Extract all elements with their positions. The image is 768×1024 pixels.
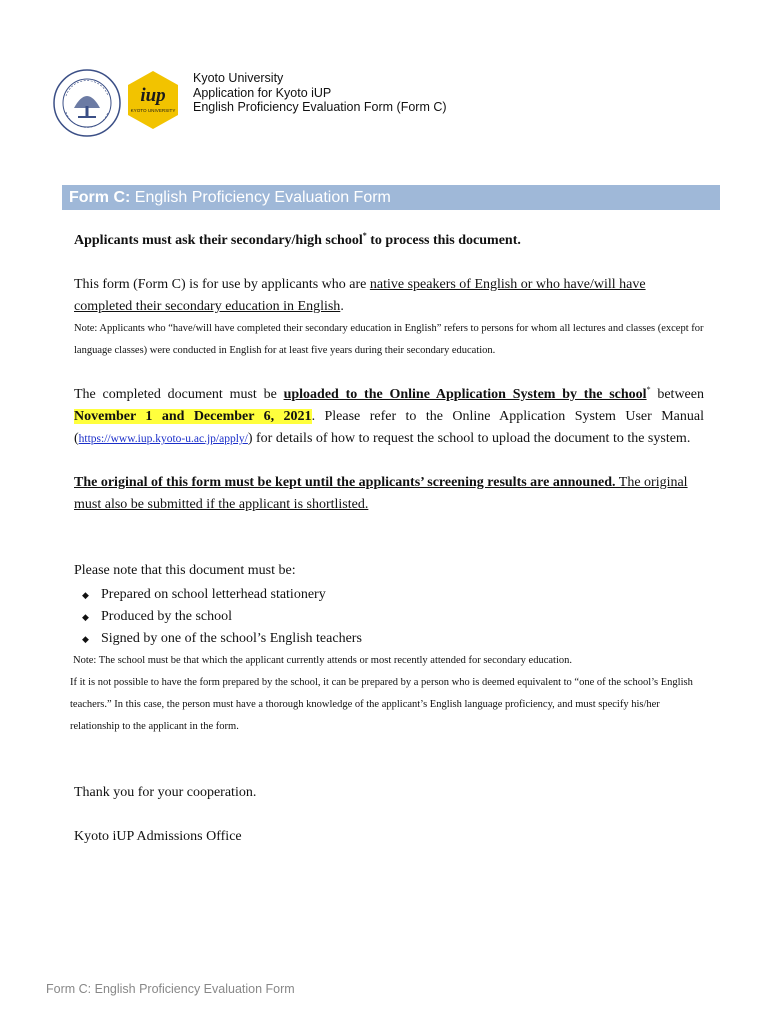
lead-instruction <box>74 230 704 252</box>
header-application: Application for Kyoto iUP <box>193 85 332 100</box>
diamond-bullet-icon: ◆ <box>82 590 89 600</box>
page-footer: Form C: English Proficiency Evaluation Form <box>46 982 295 996</box>
upload-text-b: between <box>650 387 704 402</box>
apply-url-link[interactable]: https://www.iup.kyoto-u.ac.jp/apply/ <box>78 433 248 445</box>
header-university: Kyoto University <box>193 71 284 85</box>
lead-asterisk: * <box>362 231 367 240</box>
requirements-list <box>74 584 704 650</box>
upload-text-c: . Please refer to the Online Application System User Manual ( <box>74 409 704 446</box>
upload-paragraph <box>74 384 704 450</box>
school-note: Note: The school must be that which the applicant currently attends or most recently attended for secondary education. <box>73 655 572 666</box>
original-form-rest: The original must also be submitted if the applicant is shortlisted. <box>74 475 688 512</box>
upload-text-d: ) for details of how to request the school to upload the document to the system. <box>247 431 691 446</box>
original-form-bold: The original of this form must be kept until the applicants’ screening results are announed. <box>74 475 616 490</box>
office-signature: Kyoto iUP Admissions Office <box>74 829 242 844</box>
requirements-intro: Please note that this document must be: <box>74 563 296 578</box>
upload-text-a: The completed document must be <box>74 387 284 402</box>
equivalent-person-note: If it is not possible to have the form prepared by the school, it can be prepared by a person who is deemed equivalent to “one of the school’s English teachers.” In this case, the person must have a thorough knowledge of the applicant’s English language proficiency, and must specify his/her relationship to the applicant in the form. <box>70 677 693 732</box>
list-item-text: Signed by one of the school’s English teachers <box>101 631 362 646</box>
form-title-text: English Proficiency Evaluation Form <box>130 189 391 206</box>
list-item-text: Prepared on school letterhead stationery <box>101 587 326 602</box>
upload-underlined: uploaded to the Online Application System by the school <box>283 387 647 402</box>
list-item-text: Produced by the school <box>101 609 233 624</box>
eligibility-underlined: native speakers of English or who have/will have completed their secondary education in English <box>74 277 646 314</box>
thanks-line: Thank you for your cooperation. <box>74 785 257 800</box>
lead-text-b: to process this document. <box>366 233 521 248</box>
upload-asterisk: * <box>646 385 651 394</box>
list-item <box>74 584 704 606</box>
logo-text: iup <box>140 85 166 106</box>
diamond-bullet-icon: ◆ <box>82 612 89 622</box>
diamond-bullet-icon: ◆ <box>82 634 89 644</box>
eligibility-paragraph <box>74 274 704 318</box>
original-form-paragraph <box>74 472 704 516</box>
deadline-highlight: November 1 and December 6, 2021 <box>74 409 312 424</box>
eligibility-text-a: This form (Form C) is for use by applicants who are <box>74 277 370 292</box>
logo-subtext: KYOTO UNIVERSITY <box>130 108 176 113</box>
document-header <box>193 71 447 115</box>
kyoto-iup-logo-icon <box>122 69 184 131</box>
lead-text-a: Applicants must ask their secondary/high school <box>74 233 363 248</box>
form-title-bar <box>62 185 720 210</box>
list-item <box>74 628 704 650</box>
kyoto-university-seal-icon <box>52 68 122 138</box>
eligibility-text-b: . <box>340 299 344 314</box>
document-body <box>70 230 704 848</box>
form-title-prefix: Form C: <box>69 189 131 206</box>
list-item <box>74 606 704 628</box>
header-form-name: English Proficiency Evaluation Form (Form C) <box>193 100 447 114</box>
eligibility-note: Note: Applicants who “have/will have completed their secondary education in English” refers to persons for whom all lectures and classes (except for language classes) were conducted in English for at least five years during their secondary education. <box>74 323 704 356</box>
